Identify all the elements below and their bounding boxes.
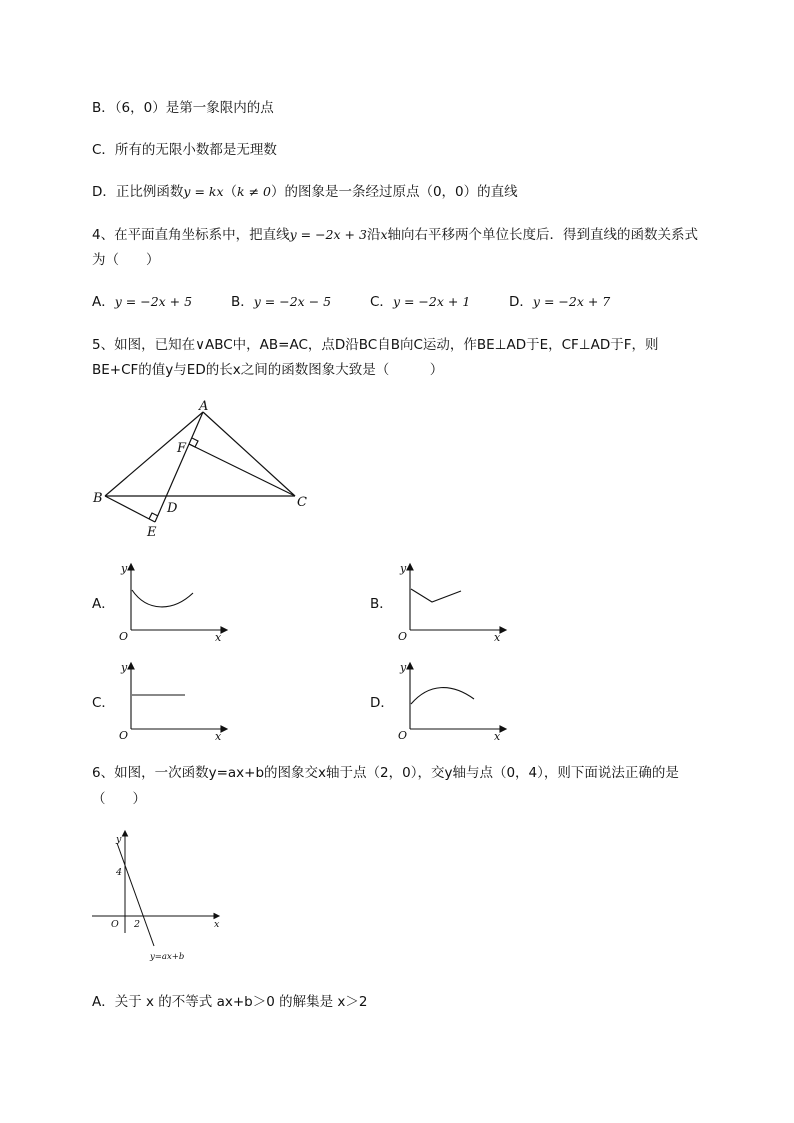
q4-stem-line2: 为（ ） xyxy=(92,252,160,268)
q4-stem-pre: 4、在平面直角坐标系中，把直线 xyxy=(92,227,290,243)
q3-option-d xyxy=(92,182,518,202)
segment-be xyxy=(105,496,155,522)
right-angle-f xyxy=(189,438,198,447)
q5-option-d-graph xyxy=(394,659,509,741)
q4-stem-math: y = −2x + 3 xyxy=(289,227,367,242)
x-label: x xyxy=(494,730,501,741)
q6-linear-graph xyxy=(88,828,233,968)
q3-option-b: B．（6，0）是第一象限内的点 xyxy=(92,100,274,116)
x-arrow xyxy=(500,627,506,633)
q4-option-b xyxy=(231,292,331,312)
q4-stem xyxy=(92,225,698,245)
x-arrow xyxy=(221,627,227,633)
y-arrow xyxy=(128,564,134,570)
segment-ac xyxy=(203,412,295,496)
q5-option-a-label: A． xyxy=(92,596,115,612)
q4-option-a-expr: y = −2x + 5 xyxy=(114,294,193,309)
label-e: E xyxy=(147,525,157,540)
q4-stem-post: 轴向右平移两个单位长度后．得到直线的函数关系式 xyxy=(387,227,698,243)
label-d: D xyxy=(167,501,178,516)
curve-a xyxy=(132,590,193,607)
q5-stem-line1: 5、如图，已知在∨ABC中，AB=AC，点D沿BC自B向C运动，作BE⊥AD于E，CF⊥AD于F，则 xyxy=(92,337,659,353)
y-arrow xyxy=(128,663,134,669)
origin-label: O xyxy=(398,630,408,642)
q4-option-a-letter: A． xyxy=(92,294,115,310)
x-arrow xyxy=(221,726,227,732)
label-a: A xyxy=(199,400,209,414)
x-arrow xyxy=(500,726,506,732)
origin-label: O xyxy=(119,630,129,642)
q5-option-b-label: B． xyxy=(370,596,393,612)
q4-option-d xyxy=(509,292,610,312)
y-arrow xyxy=(407,663,413,669)
q3-option-d-cond-pre: （ xyxy=(223,184,238,200)
origin-label: O xyxy=(119,729,129,741)
q3-option-d-math: y = kx xyxy=(183,184,224,199)
q6-y-tick: 4 xyxy=(116,867,123,878)
q6-y-label: y xyxy=(116,834,122,845)
q6-x-tick: 2 xyxy=(134,919,141,930)
q5-triangle-figure xyxy=(85,400,325,545)
q6-origin-label: O xyxy=(111,919,119,930)
q4-option-d-expr: y = −2x + 7 xyxy=(532,294,611,309)
q3-option-d-cond-math: k ≠ 0 xyxy=(237,184,271,199)
x-label: x xyxy=(215,730,222,741)
q4-option-c xyxy=(370,292,470,312)
q4-option-b-expr: y = −2x − 5 xyxy=(253,294,332,309)
origin-label: O xyxy=(398,729,408,741)
q5-stem-line2: BE+CF的值y与ED的长x之间的函数图象大致是（ ） xyxy=(92,362,444,378)
label-c: C xyxy=(297,495,307,510)
q4-option-b-letter: B． xyxy=(231,294,254,310)
q6-x-label: x xyxy=(214,919,220,930)
q6-line-label: y=ax+b xyxy=(150,952,185,962)
line-ax-plus-b xyxy=(117,843,154,946)
label-f: F xyxy=(177,441,187,456)
x-label: x xyxy=(494,631,501,642)
q6-option-a: A．关于 x 的不等式 ax+b＞0 的解集是 x＞2 xyxy=(92,994,368,1010)
y-label: y xyxy=(400,661,407,674)
q4-option-c-expr: y = −2x + 1 xyxy=(392,294,471,309)
label-b: B xyxy=(93,491,103,506)
x-arrow xyxy=(214,914,219,919)
q5-option-a-graph xyxy=(115,560,230,642)
q5-option-c-graph xyxy=(115,659,230,741)
q4-option-a xyxy=(92,292,192,312)
segment-cf xyxy=(189,444,295,496)
y-arrow xyxy=(407,564,413,570)
x-label: x xyxy=(215,631,222,642)
q4-option-d-letter: D． xyxy=(509,294,533,310)
q4-option-c-letter: C． xyxy=(370,294,393,310)
q4-stem-x: x xyxy=(380,227,388,242)
q3-option-d-pre: D．正比例函数 xyxy=(92,184,184,200)
y-label: y xyxy=(121,661,128,674)
curve-b xyxy=(411,589,461,602)
q5-option-c-label: C． xyxy=(92,695,115,711)
segment-ae xyxy=(155,412,203,522)
q5-option-d-label: D． xyxy=(370,695,394,711)
q4-stem-mid: 沿 xyxy=(366,227,381,243)
q6-stem-line1: 6、如图，一次函数y=ax+b的图象交x轴于点（2，0），交y轴与点（0，4），则下面说法正确的是 xyxy=(92,765,679,781)
y-arrow xyxy=(123,831,128,836)
segment-ab xyxy=(105,412,203,496)
q3-option-d-post: ）的图象是一条经过原点（0，0）的直线 xyxy=(270,184,518,200)
y-label: y xyxy=(121,562,128,575)
q6-stem-line2: （ ） xyxy=(92,791,146,807)
q5-option-b-graph xyxy=(394,560,509,642)
q3-option-c: C．所有的无限小数都是无理数 xyxy=(92,142,277,158)
curve-d xyxy=(411,688,474,704)
y-label: y xyxy=(400,562,407,575)
